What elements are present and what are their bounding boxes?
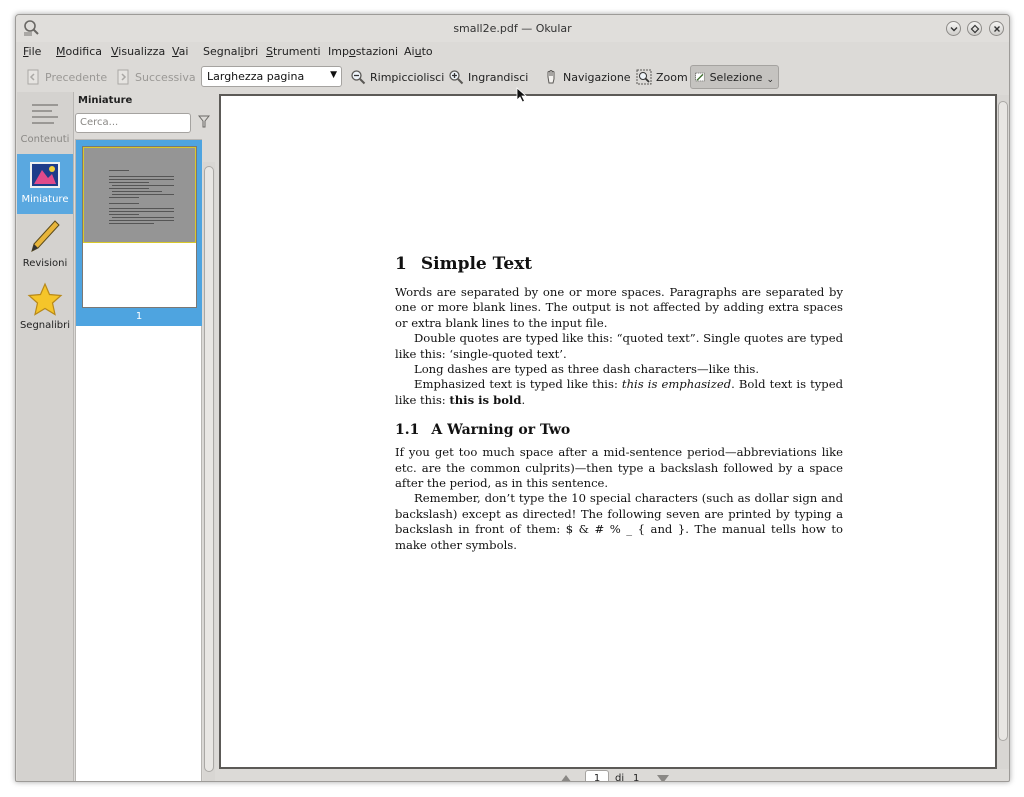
thumbnail-page-1[interactable] <box>76 140 202 326</box>
sidebar-item-thumbnails[interactable] <box>17 154 73 214</box>
subsection-heading <box>395 422 843 438</box>
okular-window <box>15 14 1010 782</box>
menu-help[interactable]: Aiuto <box>404 45 433 58</box>
document-view[interactable] <box>219 94 997 769</box>
zoom-in-icon <box>448 69 464 85</box>
sidebar-item-label: Revisioni <box>22 258 68 269</box>
subsection-title: A Warning or Two <box>431 422 571 439</box>
thumbnail-scrollbar[interactable] <box>203 162 215 782</box>
total-pages: 1 <box>633 773 640 782</box>
menu-tools[interactable]: Strumenti <box>266 45 321 58</box>
title-bar <box>16 15 1009 42</box>
sidebar-item-label: Segnalibri <box>19 320 71 331</box>
section-heading <box>395 254 843 274</box>
scrollbar-thumb[interactable] <box>204 166 214 772</box>
window-title: small2e.pdf — Okular <box>453 22 572 35</box>
paragraph: If you get too much space after a mid-sentence period—abbreviations like etc. are the common culprits)—then type a backslash followed by a space after the period, as in this sentence. <box>395 445 843 491</box>
paragraph: Remember, don’t type the 10 special characters (such as dollar sign and backslash) except as directed! The following seven are printed by typing a backslash in front of them: $ & # % _ { and }. The manual tells how to make other symbols. <box>395 491 843 552</box>
sidebar-item-bookmarks[interactable] <box>17 278 73 338</box>
zoom-tool-icon <box>636 69 652 85</box>
subsection-number: 1.1 <box>395 422 420 439</box>
browse-tool-label: Navigazione <box>563 70 631 84</box>
thumbnail-page-number: 1 <box>135 311 143 322</box>
close-icon <box>992 24 1002 34</box>
document-scrollbar[interactable] <box>997 95 1009 769</box>
sidebar-item-contents[interactable] <box>17 94 73 154</box>
zoom-mode-value: Larghezza pagina <box>207 70 305 83</box>
next-page-label: Successiva <box>135 70 196 84</box>
previous-page-button[interactable] <box>21 65 111 89</box>
scrollbar-thumb[interactable] <box>998 101 1008 741</box>
paragraph: Long dashes are typed as three dash characters—like this. <box>414 362 760 377</box>
page-of-label: di <box>615 773 625 782</box>
maximize-button[interactable] <box>967 21 982 36</box>
thumbnail-list <box>75 139 202 782</box>
menu-view[interactable]: Visualizza <box>111 45 166 58</box>
thumbnails-panel <box>74 92 216 782</box>
sidebar-item-label: Miniature <box>21 194 69 205</box>
thumbnails-icon <box>28 158 62 192</box>
previous-page-icon <box>25 69 41 85</box>
browse-tool-button[interactable] <box>539 65 635 89</box>
page-content <box>395 254 843 553</box>
current-page-input[interactable]: 1 <box>585 770 609 782</box>
minimize-button[interactable] <box>946 21 961 36</box>
section-number: 1 <box>395 254 407 274</box>
zoom-tool-label: Zoom <box>656 70 688 84</box>
pencil-icon <box>28 218 62 256</box>
main-toolbar <box>16 63 1009 91</box>
menu-go[interactable]: Vai <box>172 45 189 58</box>
paragraph: Words are separated by one or more spaces. Paragraphs are separated by one or more blank lines. The output is not affected by adding extra spaces or extra blank lines to the input file. <box>395 285 843 330</box>
sidebar-item-reviews[interactable] <box>17 214 73 274</box>
sidebar-item-label: Contenuti <box>20 134 70 145</box>
selection-tool-label: Selezione <box>709 70 763 84</box>
hand-icon <box>543 69 559 85</box>
mouse-cursor-icon <box>516 87 528 103</box>
paragraph: Double quotes are typed like this: “quoted text”. Single quotes are typed like this: ‘single-quoted text’. <box>395 331 843 361</box>
visible-area-highlight <box>83 147 196 243</box>
star-icon <box>27 282 63 318</box>
section-title: Simple Text <box>420 254 533 274</box>
chevron-down-icon: ▼ <box>330 70 337 80</box>
next-page-icon <box>115 69 131 85</box>
zoom-in-label: Ingrandisci <box>468 70 529 84</box>
menu-file[interactable]: File <box>23 45 42 58</box>
next-page-button[interactable] <box>111 65 200 89</box>
zoom-mode-select[interactable] <box>201 66 342 87</box>
zoom-out-icon <box>350 69 366 85</box>
menu-settings[interactable]: Impostazioni <box>328 45 399 58</box>
previous-page-arrow-icon[interactable] <box>559 774 573 782</box>
diamond-icon <box>970 24 980 34</box>
panel-title: Miniature <box>78 95 133 106</box>
zoom-out-button[interactable] <box>346 65 448 89</box>
paragraph: Emphasized text is typed like this: this is emphasized. Bold text is typed like this: this is bold. <box>395 377 843 407</box>
thumbnail-preview <box>82 146 197 308</box>
menu-bookmarks[interactable]: Segnalibri <box>203 45 259 58</box>
chevron-down-icon <box>949 24 959 34</box>
page-navigation-bar <box>219 770 1009 782</box>
zoom-tool-button[interactable] <box>632 65 692 89</box>
menu-bar <box>16 42 1009 62</box>
sidebar-tabs <box>17 92 74 782</box>
previous-page-label: Precedente <box>45 70 108 84</box>
zoom-in-button[interactable] <box>444 65 532 89</box>
selection-tool-button[interactable] <box>690 65 779 89</box>
thumbnail-search-input[interactable]: Cerca... <box>75 113 191 133</box>
selection-icon <box>695 69 706 85</box>
next-page-arrow-icon[interactable] <box>656 774 670 782</box>
contents-icon <box>28 98 62 132</box>
chevron-down-icon: ⌄ <box>766 75 774 85</box>
close-button[interactable] <box>989 21 1004 36</box>
filter-icon[interactable] <box>198 115 210 129</box>
menu-edit[interactable]: Modifica <box>56 45 102 58</box>
zoom-out-label: Rimpicciolisci <box>370 70 445 84</box>
